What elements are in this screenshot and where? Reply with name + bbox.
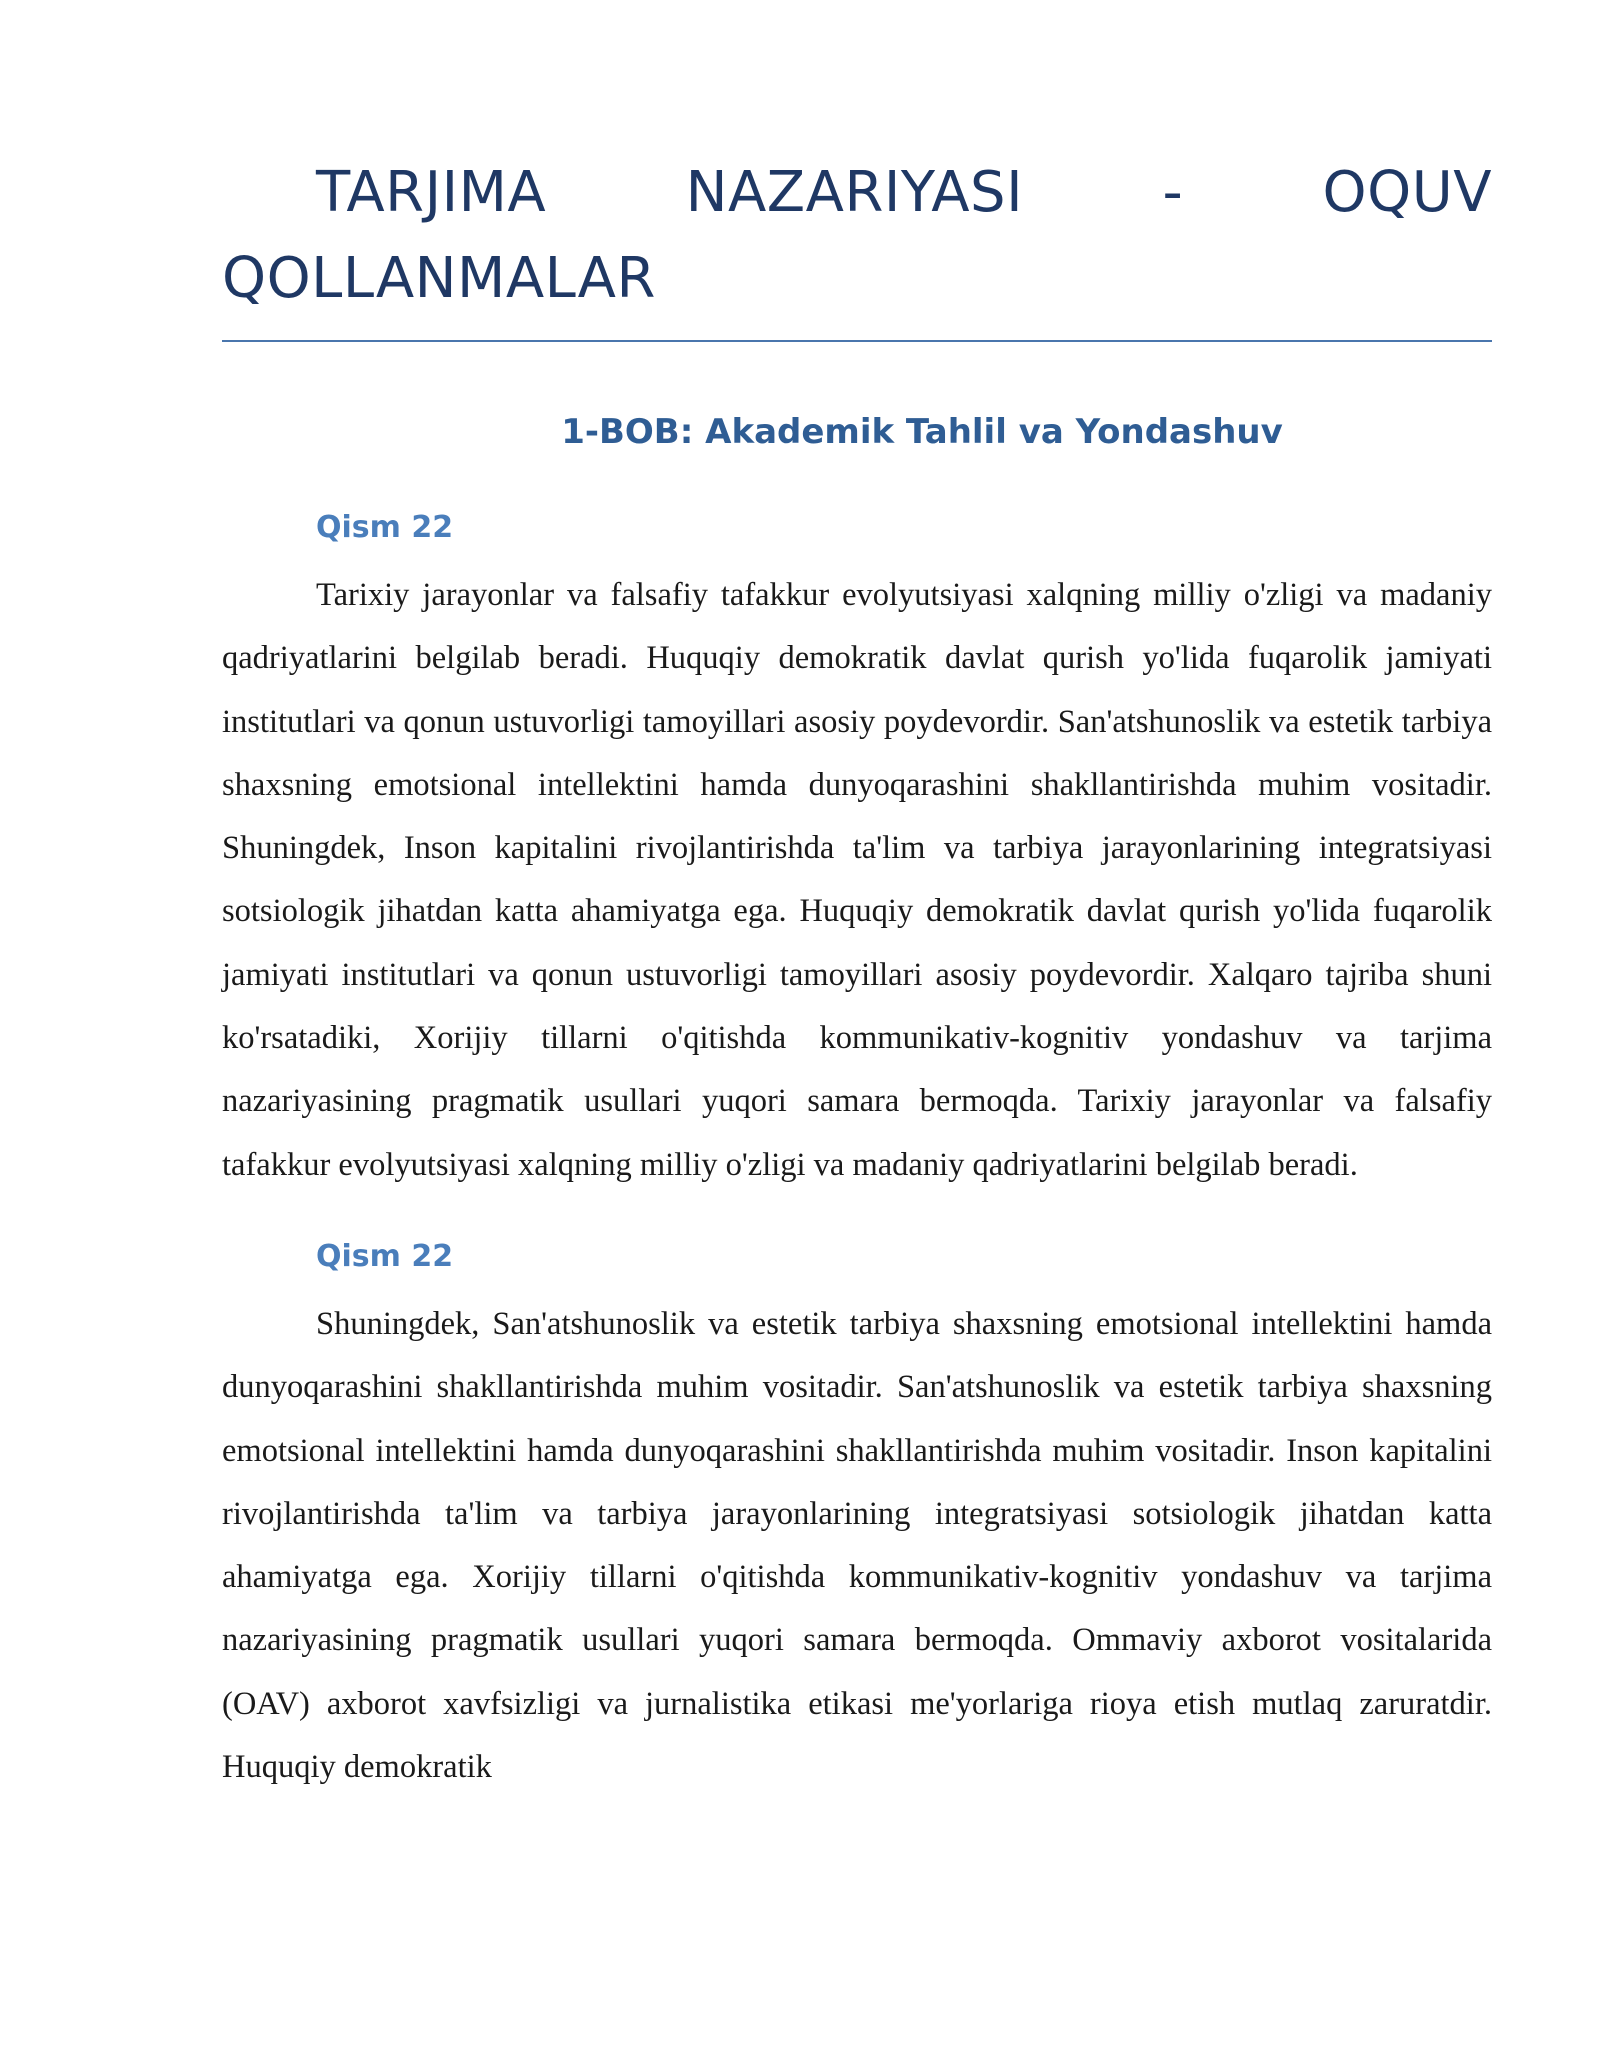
section-paragraph: Shuningdek, San'atshunoslik va estetik tarbiya shaxsning emotsional intellektini hamda dunyoqarashini shakllantirishda muhim vositadir. San'atshunoslik va estetik tarbiya shaxsning emotsional intellektini hamda dunyoqarashini shakllantirishda muhim vositadir. Inson kapitalini rivojlantirishda ta'lim va tarbiya jarayonlarining integratsiyasi sotsiologik jihatdan katta ahamiyatga ega. Xorijiy tillarni o'qitishda kommunikativ-kognitiv yondashuv va tarjima nazariyasining pragmatik usullari yuqori samara bermoqda. Ommaviy axborot vositalarida (OAV) axborot xavfsizligi va jurnalistika etikasi me'yorlariga rioya etish mutlaq zaruratdir. Huquqiy demokratik	[222, 1305, 1492, 1786]
document-page	[222, 0, 1492, 1799]
section-2	[222, 1235, 1492, 1799]
chapter-heading: 1-BOB: Akademik Tahlil va Yondashuv	[561, 412, 1283, 452]
section-heading: Qism 22	[316, 510, 454, 545]
title-underline-divider	[222, 340, 1492, 342]
document-title: TARJIMA NAZARIYASI - OQUV QOLLANMALAR	[222, 160, 1492, 311]
section-1	[222, 506, 1492, 1197]
section-paragraph: Tarixiy jarayonlar va falsafiy tafakkur evolyutsiyasi xalqning milliy o'zligi va madaniy qadriyatlarini belgilab beradi. Huquqiy demokratik davlat qurish yo'lida fuqarolik jamiyati institutlari va qonun ustuvorligi tamoyillari asosiy poydevordir. San'atshunoslik va estetik tarbiya shaxsning emotsional intellektini hamda dunyoqarashini shakllantirishda muhim vositadir. Shuningdek, Inson kapitalini rivojlantirishda ta'lim va tarbiya jarayonlarining integratsiyasi sotsiologik jihatdan katta ahamiyatga ega. Huquqiy demokratik davlat qurish yo'lida fuqarolik jamiyati institutlari va qonun ustuvorligi tamoyillari asosiy poydevordir. Xalqaro tajriba shuni ko'rsatadiki, Xorijiy tillarni o'qitishda kommunikativ-kognitiv yondashuv va tarjima nazariyasining pragmatik usullari yuqori samara bermoqda. Tarixiy jarayonlar va falsafiy tafakkur evolyutsiyasi xalqning milliy o'zligi va madaniy qadriyatlarini belgilab beradi.	[222, 577, 1492, 1183]
section-heading: Qism 22	[316, 1238, 454, 1274]
